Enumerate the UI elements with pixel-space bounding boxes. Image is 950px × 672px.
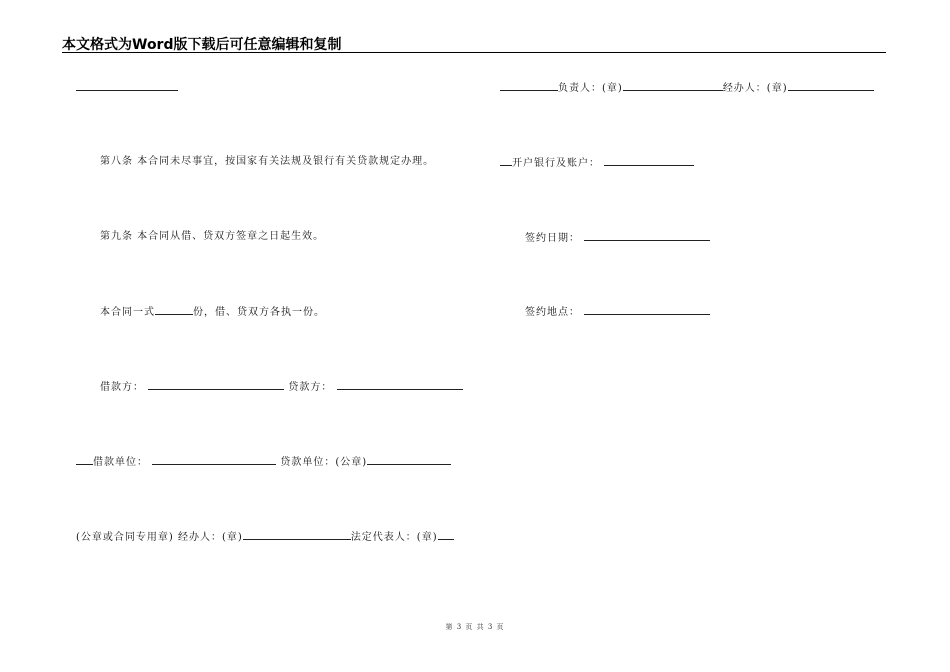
lender-unit-blank: [367, 454, 451, 465]
borrower-label: 借款方：: [100, 382, 144, 393]
lender-label: 贷款方：: [288, 382, 333, 393]
parties-line: [100, 379, 463, 395]
right-prefix-blank: [500, 80, 558, 91]
left-handler-label: 经办人：(章): [178, 532, 243, 543]
document-header-title: 本文格式为Word版下载后可任意编辑和复制: [62, 37, 342, 53]
copies-count-blank: [155, 304, 193, 315]
blank-underline: [76, 80, 178, 91]
unit-prefix-blank: [76, 454, 93, 465]
bank-account-label: 开户银行及账户：: [512, 158, 600, 169]
sign-place-blank: [584, 304, 710, 315]
bank-account-line: [500, 155, 694, 171]
header-divider: [62, 52, 886, 53]
left-top-blank-line: [76, 80, 178, 96]
sign-date-line: [525, 230, 710, 246]
article-8-text: 第八条 本合同未尽事宜，按国家有关法规及银行有关贷款规定办理。: [100, 156, 435, 167]
copies-label-b: 份，借、贷双方各执一份。: [193, 307, 325, 318]
responsible-blank: [623, 80, 723, 91]
page-number-footer: 第 3 页 共 3 页: [445, 623, 505, 631]
right-handler-blank: [788, 80, 874, 91]
sign-date-blank: [584, 230, 710, 241]
seal-line: [76, 529, 454, 545]
seal-label: (公章或合同专用章): [76, 532, 174, 543]
sign-place-line: [525, 304, 710, 320]
lender-unit-label: 贷款单位：(公章): [280, 457, 368, 468]
legal-rep-blank: [438, 529, 454, 540]
borrower-blank: [148, 379, 284, 390]
left-handler-blank: [243, 529, 351, 540]
sign-date-label: 签约日期：: [525, 233, 580, 244]
right-signature-line: [500, 80, 874, 96]
units-line: [76, 454, 451, 470]
bank-prefix-blank: [500, 155, 512, 166]
copies-label-a: 本合同一式: [100, 307, 155, 318]
bank-account-blank: [604, 155, 694, 166]
copies-line: [100, 304, 325, 320]
right-handler-label: 经办人：(章): [722, 83, 788, 94]
lender-blank: [337, 379, 463, 390]
legal-rep-label: 法定代表人：(章): [350, 532, 438, 543]
article-9-text: 第九条 本合同从借、贷双方签章之日起生效。: [100, 231, 325, 242]
responsible-label: 负责人：(章): [558, 83, 623, 94]
sign-place-label: 签约地点：: [525, 307, 580, 318]
borrower-unit-blank: [152, 454, 276, 465]
borrower-unit-label: 借款单位：: [93, 457, 148, 468]
